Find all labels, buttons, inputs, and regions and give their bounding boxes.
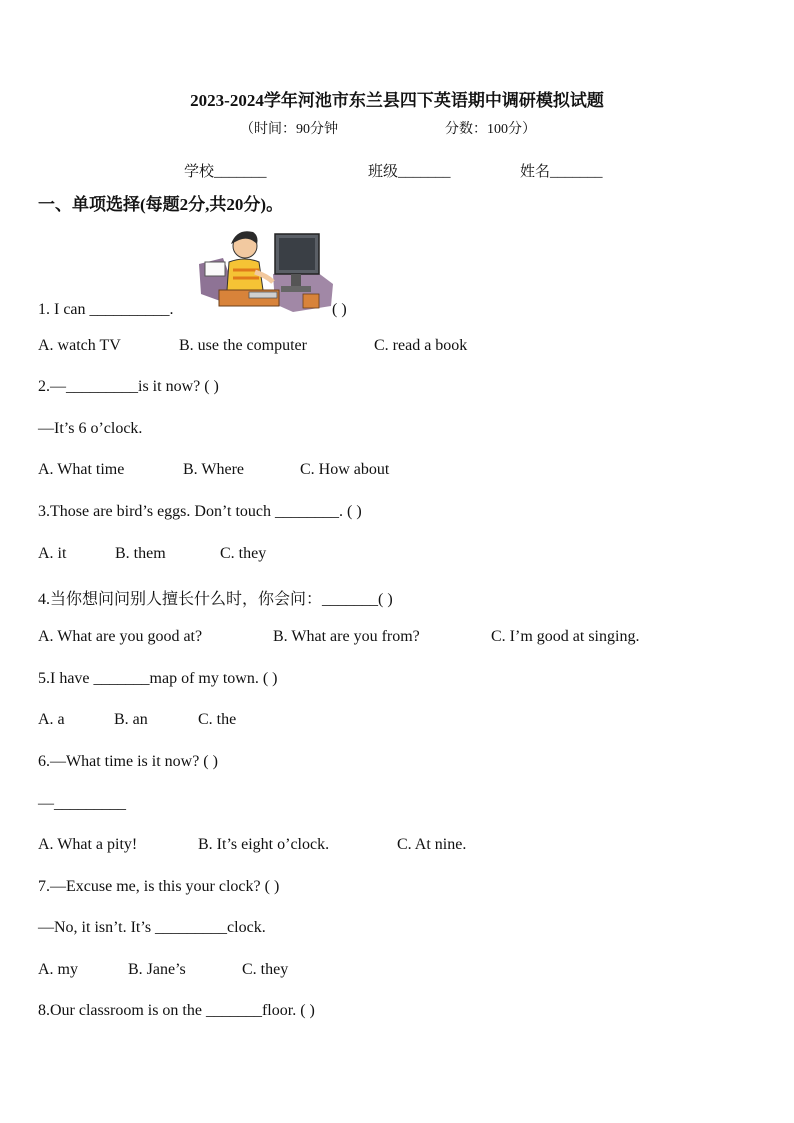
q1-paren: ( ) [332, 301, 347, 318]
q1-option-b: B. use the computer [179, 337, 307, 354]
q3-option-c: C. they [220, 545, 267, 562]
q6-answer: —_________ [38, 795, 126, 812]
q3-option-b: B. them [115, 545, 166, 562]
q4-option-b: B. What are you from? [273, 628, 420, 645]
q7-option-a: A. my [38, 961, 78, 978]
q6-option-c: C. At nine. [397, 836, 467, 853]
q6-option-a: A. What a pity! [38, 836, 138, 853]
q8-stem: 8.Our classroom is on the _______floor. ( ) [38, 1002, 315, 1019]
q2-answer: —It’s 6 o’clock. [38, 420, 143, 437]
q3-options [38, 545, 266, 563]
q5-option-c: C. the [198, 711, 237, 728]
q2-option-c: C. How about [300, 461, 390, 478]
school-field: 学校_______ [184, 164, 267, 180]
q4-options [38, 628, 639, 646]
q7-stem: 7.—Excuse me, is this your clock? ( ) [38, 878, 280, 895]
q2-options [38, 461, 389, 479]
boy-computer-illustration [193, 224, 335, 316]
section-heading: 一、单项选择(每题2分,共20分)。 [38, 195, 284, 214]
q2-option-b: B. Where [183, 461, 245, 478]
q1-option-c: C. read a book [374, 337, 468, 354]
q7-answer: —No, it isn’t. It’s _________clock. [38, 919, 266, 936]
q4-option-c: C. I’m good at singing. [491, 628, 640, 645]
q2-stem: 2.—_________is it now? ( ) [38, 378, 219, 395]
q5-option-a: A. a [38, 711, 65, 728]
q5-option-b: B. an [114, 711, 148, 728]
page-title: 2023-2024学年河池市东兰县四下英语期中调研模拟试题 [190, 91, 604, 110]
exam-score: 分数：100分） [445, 122, 536, 137]
q1-options [38, 337, 467, 355]
q5-options [38, 711, 236, 729]
q3-option-a: A. it [38, 545, 67, 562]
exam-meta [240, 118, 536, 138]
q2-option-a: A. What time [38, 461, 125, 478]
question-1 [38, 301, 174, 319]
q7-option-b: B. Jane’s [128, 961, 186, 978]
q6-option-b: B. It’s eight o’clock. [198, 836, 330, 853]
q7-options [38, 961, 288, 979]
q4-stem: 4.当你想问问别人擅长什么时，你会问：_______( ) [38, 591, 393, 608]
exam-time: （时间：90分钟 [240, 122, 338, 137]
class-field: 班级_______ [368, 164, 451, 180]
q3-stem: 3.Those are bird’s eggs. Don’t touch ________. ( ) [38, 503, 362, 520]
q1-option-a: A. watch TV [38, 337, 121, 354]
q4-option-a: A. What are you good at? [38, 628, 203, 645]
q7-option-c: C. they [242, 961, 289, 978]
name-field: 姓名_______ [520, 164, 603, 180]
q6-stem: 6.—What time is it now? ( ) [38, 753, 218, 770]
q5-stem: 5.I have _______map of my town. ( ) [38, 670, 278, 687]
q6-options [38, 836, 466, 854]
q1-stem: 1. I can __________. [38, 301, 174, 318]
